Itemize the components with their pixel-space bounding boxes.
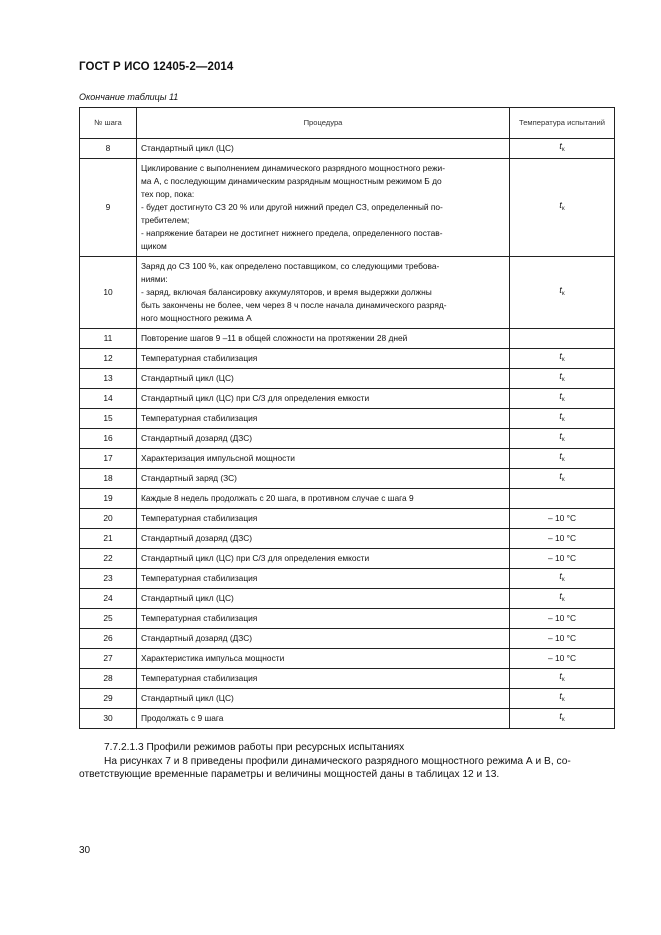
cell-step: 15 xyxy=(80,409,137,429)
table-row xyxy=(80,257,615,329)
cell-procedure xyxy=(137,569,510,589)
cell-temperature xyxy=(510,489,615,509)
table-row xyxy=(80,489,615,509)
cell-temperature xyxy=(510,389,615,409)
cell-step: 25 xyxy=(80,609,137,629)
procedure-line: Стандартный дозаряд (ДЗС) xyxy=(141,533,253,543)
procedure-line: ниями: xyxy=(141,274,168,284)
procedure-line: Стандартный цикл (ЦС) xyxy=(141,143,234,153)
cell-procedure xyxy=(137,609,510,629)
procedure-table xyxy=(79,107,615,729)
cell-temperature xyxy=(510,369,615,389)
cell-temperature xyxy=(510,349,615,369)
cell-temperature: – 10 °С xyxy=(510,509,615,529)
tk-symbol: $t_к$ xyxy=(559,591,565,603)
cell-temperature xyxy=(510,469,615,489)
table-row xyxy=(80,449,615,469)
table-row xyxy=(80,609,615,629)
cell-step: 28 xyxy=(80,669,137,689)
header-temperature: Температура испытаний xyxy=(510,108,615,139)
procedure-line: Температурная стабилизация xyxy=(141,613,258,623)
section-heading: 7.7.2.1.3 Профили режимов работы при ресурсных испытаниях xyxy=(104,742,405,753)
cell-procedure xyxy=(137,389,510,409)
cell-procedure xyxy=(137,139,510,159)
cell-step: 23 xyxy=(80,569,137,589)
procedure-line: Стандартный дозаряд (ДЗС) xyxy=(141,633,253,643)
cell-step: 27 xyxy=(80,649,137,669)
cell-procedure xyxy=(137,589,510,609)
procedure-line: Температурная стабилизация xyxy=(141,413,258,423)
cell-procedure xyxy=(137,409,510,429)
cell-temperature xyxy=(510,669,615,689)
cell-temperature: – 10 °С xyxy=(510,629,615,649)
cell-procedure xyxy=(137,449,510,469)
tk-symbol: $t_к$ xyxy=(559,571,565,583)
cell-step: 17 xyxy=(80,449,137,469)
cell-temperature xyxy=(510,589,615,609)
tk-symbol: $t_к$ xyxy=(559,285,565,297)
table-row xyxy=(80,589,615,609)
procedure-line: Стандартный цикл (ЦС) при С/3 для определения емкости xyxy=(141,393,370,403)
cell-step: 13 xyxy=(80,369,137,389)
cell-procedure xyxy=(137,469,510,489)
tk-symbol: $t_к$ xyxy=(559,371,565,383)
cell-procedure xyxy=(137,429,510,449)
procedure-line: требителем; xyxy=(141,215,190,225)
cell-procedure xyxy=(137,649,510,669)
cell-step: 18 xyxy=(80,469,137,489)
cell-step: 14 xyxy=(80,389,137,409)
cell-step: 24 xyxy=(80,589,137,609)
cell-temperature xyxy=(510,257,615,329)
cell-step: 20 xyxy=(80,509,137,529)
cell-step: 12 xyxy=(80,349,137,369)
cell-step: 10 xyxy=(80,257,137,329)
cell-step: 29 xyxy=(80,689,137,709)
cell-procedure xyxy=(137,349,510,369)
procedure-line: Стандартный цикл (ЦС) xyxy=(141,593,234,603)
table-row xyxy=(80,389,615,409)
table-row xyxy=(80,139,615,159)
cell-temperature xyxy=(510,139,615,159)
paragraph-line: ответствующие временные параметры и величины мощностей даны в таблицах 12 и 13. xyxy=(79,769,500,780)
cell-temperature xyxy=(510,709,615,729)
procedure-line: Продолжать с 9 шага xyxy=(141,713,224,723)
tk-symbol: $t_к$ xyxy=(559,351,565,363)
procedure-line: ма А, с последующим динамическим разрядным мощностным режимом Б до xyxy=(141,176,442,186)
cell-procedure xyxy=(137,329,510,349)
procedure-line: Температурная стабилизация xyxy=(141,573,258,583)
table-row xyxy=(80,709,615,729)
procedure-line: щиком xyxy=(141,241,167,251)
cell-temperature xyxy=(510,329,615,349)
tk-symbol: $t_к$ xyxy=(559,691,565,703)
tk-symbol: $t_к$ xyxy=(559,411,565,423)
cell-step: 22 xyxy=(80,549,137,569)
table-row xyxy=(80,409,615,429)
table-row xyxy=(80,159,615,257)
header-step: № шага xyxy=(80,108,137,139)
table-row xyxy=(80,329,615,349)
procedure-line: Повторение шагов 9 –11 в общей сложности на протяжении 28 дней xyxy=(141,333,408,343)
tk-symbol: $t_к$ xyxy=(559,431,565,443)
table-row xyxy=(80,569,615,589)
tk-symbol: $t_к$ xyxy=(559,471,565,483)
cell-step: 30 xyxy=(80,709,137,729)
table-row xyxy=(80,469,615,489)
cell-procedure xyxy=(137,709,510,729)
table-row xyxy=(80,649,615,669)
tk-symbol: $t_к$ xyxy=(559,711,565,723)
cell-procedure xyxy=(137,629,510,649)
tk-symbol: $t_к$ xyxy=(559,671,565,683)
procedure-line: Характеризация импульсной мощности xyxy=(141,453,295,463)
cell-procedure xyxy=(137,257,510,329)
procedure-line: быть закончены не более, чем через 8 ч после начала динамического разряд- xyxy=(141,300,447,310)
section-paragraph xyxy=(79,741,619,782)
tk-symbol: $t_к$ xyxy=(559,200,565,212)
procedure-line: - напряжение батареи не достигнет нижнего предела, определенного постав- xyxy=(141,228,443,238)
table-row xyxy=(80,529,615,549)
cell-step: 11 xyxy=(80,329,137,349)
cell-procedure xyxy=(137,689,510,709)
table-header-row xyxy=(80,108,615,139)
table-caption: Окончание таблицы 11 xyxy=(79,92,179,102)
cell-temperature: – 10 °С xyxy=(510,609,615,629)
table-row xyxy=(80,429,615,449)
procedure-line: - заряд, включая балансировку аккумуляторов, и время выдержки должны xyxy=(141,287,432,297)
procedure-line: - будет достигнуто СЗ 20 % или другой нижний предел СЗ, определенный по- xyxy=(141,202,443,212)
procedure-line: Стандартный дозаряд (ДЗС) xyxy=(141,433,253,443)
procedure-line: Каждые 8 недель продолжать с 20 шага, в противном случае с шага 9 xyxy=(141,493,414,503)
tk-symbol: $t_к$ xyxy=(559,141,565,153)
cell-temperature xyxy=(510,429,615,449)
procedure-line: Температурная стабилизация xyxy=(141,673,258,683)
cell-temperature xyxy=(510,689,615,709)
cell-step: 21 xyxy=(80,529,137,549)
cell-step: 9 xyxy=(80,159,137,257)
cell-step: 8 xyxy=(80,139,137,159)
paragraph-line: На рисунках 7 и 8 приведены профили динамического разрядного мощностного режима А и В, со- xyxy=(104,755,571,767)
cell-procedure xyxy=(137,159,510,257)
procedure-line: ного мощностного режима А xyxy=(141,313,252,323)
table-row xyxy=(80,369,615,389)
procedure-line: Характеристика импульса мощности xyxy=(141,653,285,663)
cell-step: 26 xyxy=(80,629,137,649)
cell-temperature: – 10 °С xyxy=(510,549,615,569)
procedure-line: Стандартный цикл (ЦС) при С/3 для определения емкости xyxy=(141,553,370,563)
cell-temperature xyxy=(510,159,615,257)
procedure-line: Температурная стабилизация xyxy=(141,353,258,363)
cell-step: 16 xyxy=(80,429,137,449)
procedure-line: Циклирование с выполнением динамического разрядного мощностного режи- xyxy=(141,163,446,173)
procedure-line: Температурная стабилизация xyxy=(141,513,258,523)
table-row xyxy=(80,629,615,649)
tk-symbol: $t_к$ xyxy=(559,451,565,463)
procedure-line: Стандартный цикл (ЦС) xyxy=(141,693,234,703)
cell-procedure xyxy=(137,509,510,529)
cell-temperature: – 10 °С xyxy=(510,649,615,669)
table-row xyxy=(80,689,615,709)
tk-symbol: $t_к$ xyxy=(559,391,565,403)
document-code: ГОСТ Р ИСО 12405-2—2014 xyxy=(79,61,234,73)
procedure-line: Стандартный цикл (ЦС) xyxy=(141,373,234,383)
cell-procedure xyxy=(137,669,510,689)
header-procedure: Процедура xyxy=(137,108,510,139)
cell-temperature xyxy=(510,449,615,469)
procedure-line: тех пор, пока: xyxy=(141,189,195,199)
cell-procedure xyxy=(137,369,510,389)
cell-temperature: – 10 °С xyxy=(510,529,615,549)
table-row xyxy=(80,669,615,689)
cell-procedure xyxy=(137,549,510,569)
procedure-line: Заряд до СЗ 100 %, как определено поставщиком, со следующими требова- xyxy=(141,261,440,271)
page-number: 30 xyxy=(79,845,91,856)
cell-step: 19 xyxy=(80,489,137,509)
procedure-line: Стандартный заряд (ЗС) xyxy=(141,473,237,483)
table-row xyxy=(80,509,615,529)
cell-procedure xyxy=(137,529,510,549)
table-row xyxy=(80,349,615,369)
cell-procedure xyxy=(137,489,510,509)
cell-temperature xyxy=(510,409,615,429)
table-row xyxy=(80,549,615,569)
cell-temperature xyxy=(510,569,615,589)
